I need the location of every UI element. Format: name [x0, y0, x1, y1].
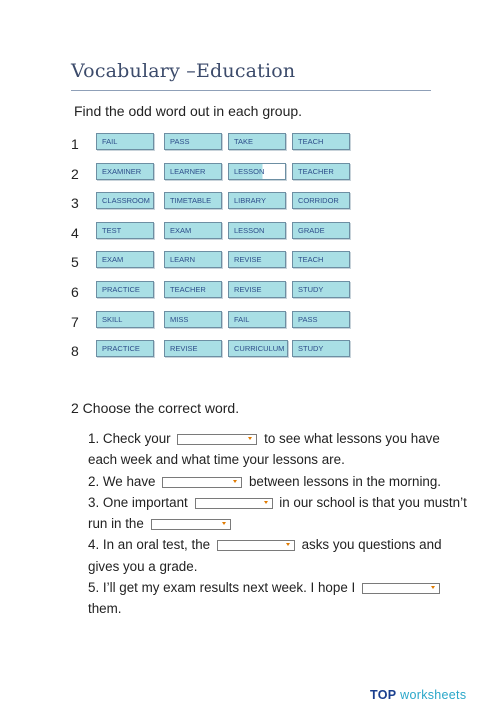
word-option[interactable]: TEACH — [292, 251, 350, 268]
group-number: 4 — [71, 224, 79, 241]
word-option[interactable]: LESSON — [228, 163, 286, 180]
question-number: 3. — [88, 494, 100, 510]
question-list — [88, 428, 468, 620]
instructions: Find the odd word out in each group. — [74, 103, 303, 119]
word-option[interactable]: PASS — [164, 133, 222, 150]
question-number: 2. — [88, 473, 100, 489]
page-title: Vocabulary –Education — [71, 60, 296, 82]
word-option[interactable]: TAKE — [228, 133, 286, 150]
chevron-down-icon — [286, 543, 290, 546]
word-option[interactable]: REVISE — [164, 340, 222, 357]
question-item — [88, 471, 468, 492]
question-text: between lessons in the morning. — [248, 473, 442, 489]
question-text: them. — [88, 601, 122, 617]
section2-heading: 2 Choose the correct word. — [71, 400, 240, 416]
question-number: 4. — [88, 537, 100, 553]
question-text: in our school is that you mustn’t run in the — [88, 494, 467, 532]
word-option[interactable]: STUDY — [292, 340, 350, 357]
answer-dropdown[interactable] — [177, 434, 257, 445]
word-option[interactable]: FAIL — [228, 311, 286, 328]
question-number: 1. — [88, 431, 100, 446]
question-number: 5. — [88, 580, 100, 596]
word-option[interactable]: LEARN — [164, 251, 222, 268]
word-option[interactable]: REVISE — [228, 281, 286, 298]
question-item — [88, 428, 468, 471]
question-text: I’ll get my exam results next week. I hope I — [102, 580, 356, 596]
chevron-down-icon — [233, 480, 237, 483]
question-text: to see what lessons you have each week and what time your lessons are. — [88, 431, 440, 468]
answer-dropdown[interactable] — [217, 540, 295, 551]
question-text: Check your — [102, 431, 171, 446]
chevron-down-icon — [222, 522, 226, 525]
word-option[interactable]: STUDY — [292, 281, 350, 298]
group-number: 2 — [71, 165, 79, 182]
word-option[interactable]: SKILL — [96, 311, 154, 328]
word-option[interactable]: PRACTICE — [96, 281, 154, 298]
word-option[interactable]: TIMETABLE — [164, 192, 222, 209]
question-item — [88, 577, 468, 620]
brand-logo: TOP worksheets — [370, 688, 467, 702]
word-option[interactable]: GRADE — [292, 222, 350, 239]
word-option[interactable]: LESSON — [228, 222, 286, 239]
answer-dropdown[interactable] — [162, 477, 242, 488]
word-option[interactable]: PRACTICE — [96, 340, 154, 357]
word-option[interactable]: CURRICULUM — [228, 340, 288, 357]
word-option[interactable]: TEACH — [292, 133, 350, 150]
answer-dropdown[interactable] — [151, 519, 231, 530]
word-option[interactable]: TEACHER — [292, 163, 350, 180]
word-option[interactable]: LEARNER — [164, 163, 222, 180]
word-option[interactable]: EXAM — [96, 251, 154, 268]
group-number: 7 — [71, 313, 79, 330]
word-option[interactable]: CLASSROOM — [96, 192, 154, 209]
answer-dropdown[interactable] — [362, 583, 440, 594]
group-number: 8 — [71, 343, 79, 360]
word-option[interactable]: CORRIDOR — [292, 192, 350, 209]
word-option[interactable]: MISS — [164, 311, 222, 328]
group-number: 5 — [71, 254, 79, 271]
word-option[interactable]: FAIL — [96, 133, 154, 150]
word-option[interactable]: EXAMINER — [96, 163, 154, 180]
chevron-down-icon — [248, 437, 252, 440]
question-text: We have — [102, 473, 156, 489]
word-option[interactable]: EXAM — [164, 222, 222, 239]
question-item — [88, 534, 468, 577]
chevron-down-icon — [431, 586, 435, 589]
word-option[interactable]: REVISE — [228, 251, 286, 268]
question-text: In an oral test, the — [102, 537, 211, 553]
chevron-down-icon — [264, 501, 268, 504]
question-text: One important — [102, 494, 188, 510]
answer-dropdown[interactable] — [195, 498, 273, 509]
group-number: 3 — [71, 195, 79, 212]
question-text: asks you questions and gives you a grade. — [88, 537, 442, 574]
title-divider — [71, 90, 431, 91]
word-option[interactable]: LIBRARY — [228, 192, 286, 209]
word-option[interactable]: TEACHER — [164, 281, 222, 298]
group-number: 6 — [71, 283, 79, 300]
word-option[interactable]: PASS — [292, 311, 350, 328]
word-option[interactable]: TEST — [96, 222, 154, 239]
question-item — [88, 492, 468, 535]
group-number: 1 — [71, 136, 79, 152]
